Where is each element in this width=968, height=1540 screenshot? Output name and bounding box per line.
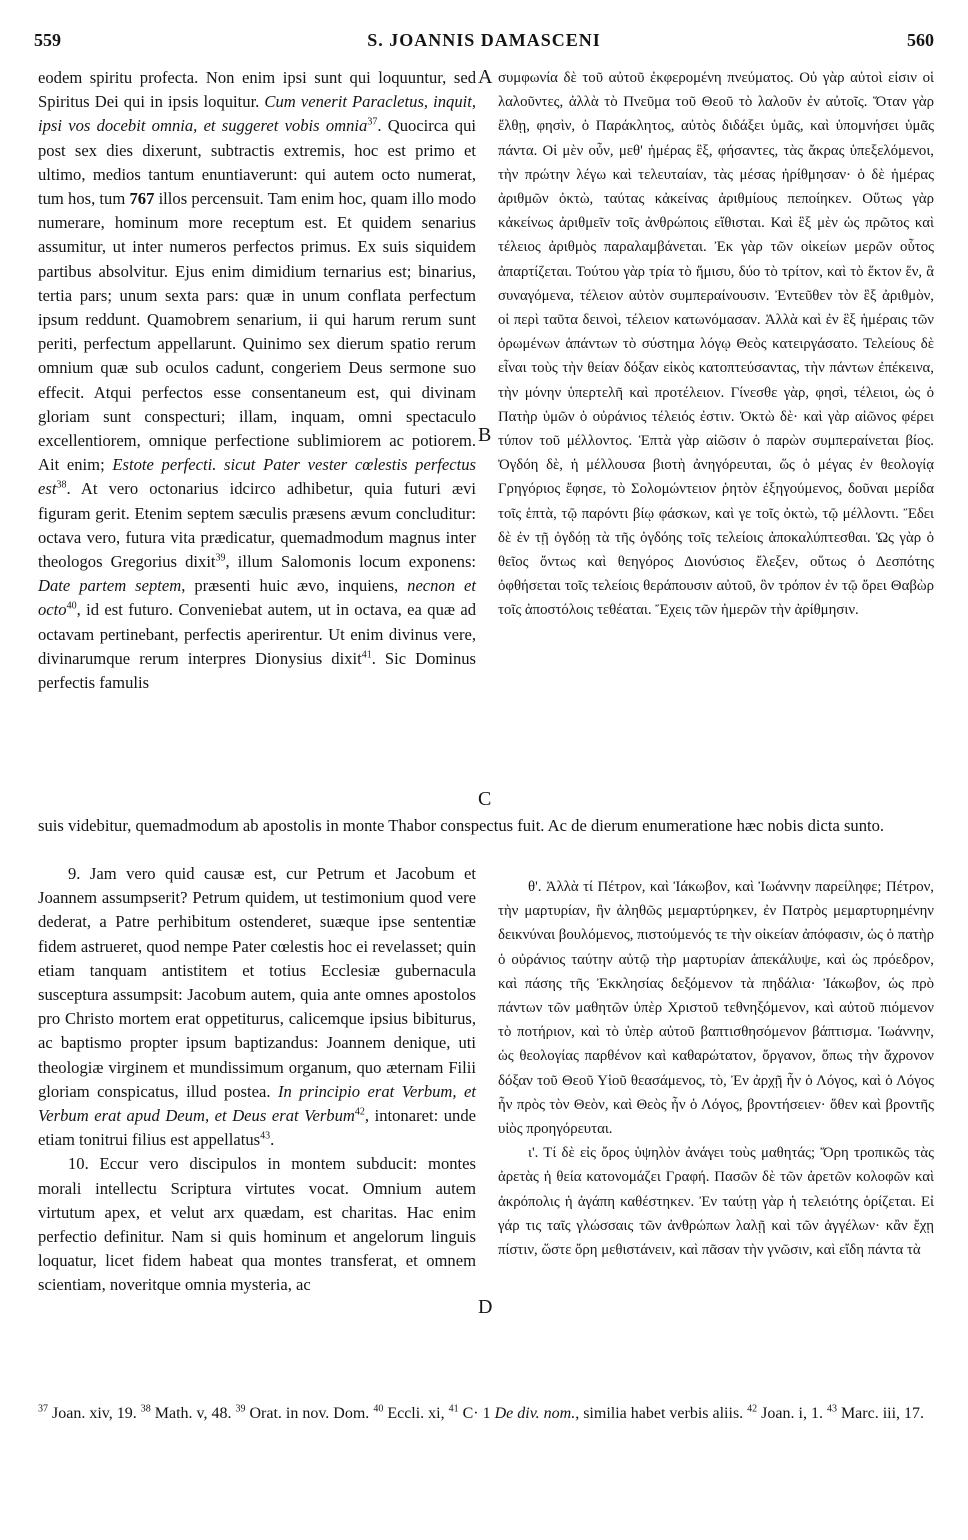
- latin-paragraph: eodem spiritu profecta. Non enim ipsi sunt qui loquuntur, sed Spiritus Dei qui in ipsis loquitur. Cum venerit Paracletus, inquit, ipsi vos docebit omnia, et suggeret vobis omnia$^{37}$. Quocirca qui post sex dies dixerunt, subtractis extremis, hoc est primo et ultimo, medios tantum enuntiaverunt: qui autem octo numerat, tum hos, tum 767 illos percensuit. Tam enim hoc, quam illo modo numerare, hominum more receptum est. Et quidem senarius assumitur, ut inter numeros perfectos primus. Ex suis siquidem partibus absolvitur. Ejus enim dimidium ternarius est; binarius, tertia pars; unum sexta pars: quæ in unum conflata perfectum ipsum reddunt. Quamobrem senarium, ii qui harum rerum sunt periti, perfectum appellarunt. Quinimo sex dierum spatio rerum omnium quæ sub oculos cadunt, congeriem Deus sermone suo effecit. Atqui perfectos esse consentaneum est, qui divinam gloriam sunt conspecturi; illam, inquam, omni spectaculo excellentiorem, omnique perfectione sublimiorem ac potiorem. Ait enim; Estote perfecti. sicut Pater vester cœlestis perfectus est$^{38}$. At vero octonarius idcirco adhibetur, quia futuri ævi figuram gerit. Etenim septem sæculis præsens ævum concluditur: octava vero, futura vita prædicatur, quemadmodum magnus inter theologos Gregorius dixit$^{39}$, illum Salomonis locum exponens: Date partem septem, præsenti huic ævo, inquiens, necnon et octo$^{40}$, id est futuro. Conveniebat autem, ut in octava, ea quæ ad octavam pertinebant, perfectis aperirentur. Ut enim divinus vere, divinarumque rerum interpres Dionysius dixit$^{41}$. Sic Dominus perfectis famulis: [38, 68, 477, 693]
- latin-section-10: 10. Eccur vero discipulos in montem subducit: montes morali intellectu Scriptura virtutes vocat. Omnium autem virtutum apex, et velut arx quædam, est charitas. Hac enim perfectio definitur. Nam si quis hominum et angelorum linguis loquatur, licet fidem habeat qua montes transferat, et omnem scientiam, noveritque omnia mysteria, ac: [38, 1154, 476, 1295]
- margin-marker-c: C: [478, 788, 492, 810]
- footnotes: $^{37}$ Joan. xiv, 19. $^{38}$ Math. v, 48. $^{39}$ Orat. in nov. Dom. $^{40}$ Eccli. xi, $^{41}$ C· 1 De div. nom., similia habet verbis aliis. $^{42}$ Joan. i, 1. $^{43}$ Marc. iii, 17.: [38, 1403, 925, 1422]
- greek-section-9: θ'. Ἀλλὰ τί Πέτρον, καὶ Ἰάκωβον, καὶ Ἰωάννην παρείληφε; Πέτρον, τὴν μαρτυρίαν, ἣν ἀληθῶς μεμαρτύρηκεν, ἐν Πατρὸς μεμαρτυρημένην δεικνύναι βουλόμενος, πιστούμενός τε τὴν οἰκείαν ἀπόφασιν, ὡς ὁ πατὴρ ὁ οὐράνιος ταύτην αὐτῷ τὴρ μαρτυρίαν ἀπεκάλυψε, καὶ ὡς πρόεδρον, καὶ πάσης τῆς Ἐκκλησίας δεξόμενον τὰ πηδάλια· Ἰάκωβον, ὡς πρὸ πάντων τῶν μαθητῶν ὑπὲρ Χριστοῦ τεθνηξόμενον, καὶ αὐτοῦ πιόμενον τὸ ποτήριον, καὶ τὸ ὑπὲρ αὐτοῦ βαπτισθησόμενον βάπτισμα. Ἰωάννην, ὡς θεολογίας παρθένον καὶ καθαρώτατον, ὄργανον, ὅπως τὴν ἄχρονον δόξαν τοῦ Θεοῦ Υἱοῦ θεασάμενος, τὸ, Ἐν ἀρχῇ ἦν ὁ Λόγος, καὶ ὁ Λόγος ἦν πρὸς τὸν Θεὸν, καὶ Θεὸς ἦν ὁ Λόγος, βροντήσειεν· ὅθεν καὶ βροντῆς υἱὸς προηγόρευται.: [498, 879, 934, 1138]
- running-header: [34, 30, 934, 56]
- greek-section-10: ι'. Τί δὲ εἰς ὄρος ὑψηλὸν ἀνάγει τοὺς μαθητάς; Ὄρη τροπικῶς τὰς ἀρετὰς ἡ θεία κατονομάζει Γραφή. Πασῶν δὲ τῶν ἀρετῶν κολοφῶν καὶ ἀκρόπολις ἡ ἀγάπη καθέστηκεν. Ἐν ταύτῃ γὰρ ἡ τελειότης ὁρίζεται. Εἰ γάρ τις ταῖς γλώσσαις τῶν ἀνθρώπων λαλῇ καὶ τῶν ἀγγέλων· κἂν ἔχῃ πίστιν, ὥστε ὄρη μεθιστάνειν, καὶ πᾶσαν τὴν γνῶσιν, καὶ εἴδη πάντα τὰ: [498, 1145, 934, 1259]
- column-number: 767: [129, 189, 155, 209]
- greek-paragraph: συμφωνία δὲ τοῦ αὐτοῦ ἐκφερομένη πνεύματος. Οὐ γὰρ αὐτοὶ εἰσιν οἱ λαλοῦντες, ἀλλὰ τὸ Πνεῦμα τοῦ Θεοῦ τὸ λαλοῦν ἐν αὐτοῖς. Ὅταν γὰρ ἔλθῃ, φησὶν, ὁ Παράκλητος, αὐτὸς διδάξει ὑμᾶς, καὶ ὑπομνήσει ὑμᾶς πάντα. Οἱ μὲν οὖν, μεθ' ἡμέρας ἓξ, φήσαντες, τὰς ἄκρας ὑπεξελόμενοι, τὴν πρώτην λέγω καὶ τελευταίαν, τὰς μέσας ἠρίθμησαν· ὁ δὲ ἡμέρας ἀριθμῶν ὀκτὼ, ταύτας κἀκείνας ἀριθμίους πεποίηκεν. Οὕτως γὰρ κἀκείνως ἀριθμεῖν τοῖς ἀνθρώποις εἴθισται. Καὶ ἓξ μὲν ὡς πρῶτος καὶ τέλειος ἀριθμὸς παραλαμβάνεται. Ἐκ γὰρ τῶν οἰκείων μερῶν οὗτος ἀπαρτίζεται. Τούτου γὰρ τρία τὸ ἥμισυ, δύο τὸ τρίτον, καὶ τὸ ἕκτον ἕν, ἃ συναγόμενα, τέλειον αὐτὸν συμπεραίνουσιν. Ἐντεῦθεν τὸν ἓξ ἀριθμὸν, οἱ περὶ ταῦτα δεινοὶ, τέλειον κατωνόμασαν. Ἀλλὰ καὶ ἐν ἓξ ἡμέραις τῶν ὁρωμένων ἁπάντων τὸ σύστημα λόγῳ Θεὸς κατειργάσατο. Τελείους δὲ εἶναι τοὺς τὴν θείαν δόξαν εἰκὸς κατοπτεύσαντας, τὴν πάντων ἐπέκεινα, τὴν μόνην ὑπερτελῆ καὶ προτέλειον. Γίνεσθε γὰρ, φησὶ, τέλειοι, ὡς ὁ Πατὴρ ὑμῶν ὁ οὐράνιος τέλειός ἐστιν. Ὀκτὼ δὲ· καὶ γὰρ αἰῶνος φέρει τύπον τοῦ μέλλοντος. Ἑπτὰ γὰρ αἰῶσιν ὁ παρὼν συμπεραίνεται βίος. Ὀγδόη δὲ, ἡ μέλλουσα βιοτὴ ἀνηγόρευται, ὥς ὁ μέγας ἐν θεολογίᾳ Γρηγόριος ἔφησε, τὸ Σολομώντειον ῥητὸν ἐξηγούμενος, δοῦναι μερίδα τοῖς ἑπτὰ, τῷ παρόντι βίῳ φάσκων, καὶ γε τοῖς ὀκτὼ, τῷ μέλλοντι. Ἔδει δὲ ἐν τῇ ὀγδόῃ τὰ τῆς ὀγδόης τοῖς τελείοις ἀποκαλύπτεσθαι. Ὡς γὰρ ὁ θεῖος ὄντως καὶ θεηγόρος Διονύσιος ἔλεξεν, οὕτως ὁ Δεσπότης ὀφθήσεται τοῖς τελείοις θεράπουσιν αὐτοῦ, ὃν τρόπον ἐν τῷ ὄρει Θαβὼρ τοῖς ἀποστόλοις τεθέαται. Ἔχεις τῶν ἡμερῶν τὴν ἀρίθμησιν.: [498, 70, 934, 619]
- latin-section-9: 9. Jam vero quid causæ est, cur Petrum et Jacobum et Joannem assumpserit? Petrum quidem, ut testimonium quod vere dederat, a Patre perhibitum ostenderet, suæque ipse sententiæ fidem astrueret, quod nempe Pater cœlestis hoc ei revelasset; quin etiam tanquam antistitem et totius Ecclesiæ gubernacula susceptura assumpsit: Jacobum autem, quia ante omnes apostolos pro Christo mortem erat oppetiturus, calicemque ipsius bibiturus, ac baptismo propter ipsum baptizandus: Joannem denique, uti theologiæ virginem et mundissimum organum, quo æternam Filii gloriam conspicatus, illud postea. In principio erat Verbum, et Verbum erat apud Deum, et Deus erat Verbum$^{42}$, intonaret: unde etiam tonitrui filius est appellatus$^{43}$.: [38, 864, 477, 1150]
- page-number-right: 560: [907, 30, 934, 50]
- greek-column-bottom: [498, 875, 934, 1262]
- margin-marker-a: A: [478, 66, 493, 88]
- margin-marker-d: D: [478, 1296, 493, 1318]
- margin-marker-b: B: [478, 424, 492, 446]
- latin-column-top: [38, 66, 476, 695]
- page-number-left: 559: [34, 30, 61, 50]
- page-title: S. JOANNIS DAMASCENI: [367, 30, 601, 50]
- full-width-line: suis videbitur, quemadmodum ab apostolis in monte Thabor conspectus fuit. Ac de dierum enumeratione hæc nobis dicta sunto.: [38, 816, 885, 835]
- latin-column-bottom: [38, 862, 476, 1298]
- greek-column-top: [498, 66, 934, 623]
